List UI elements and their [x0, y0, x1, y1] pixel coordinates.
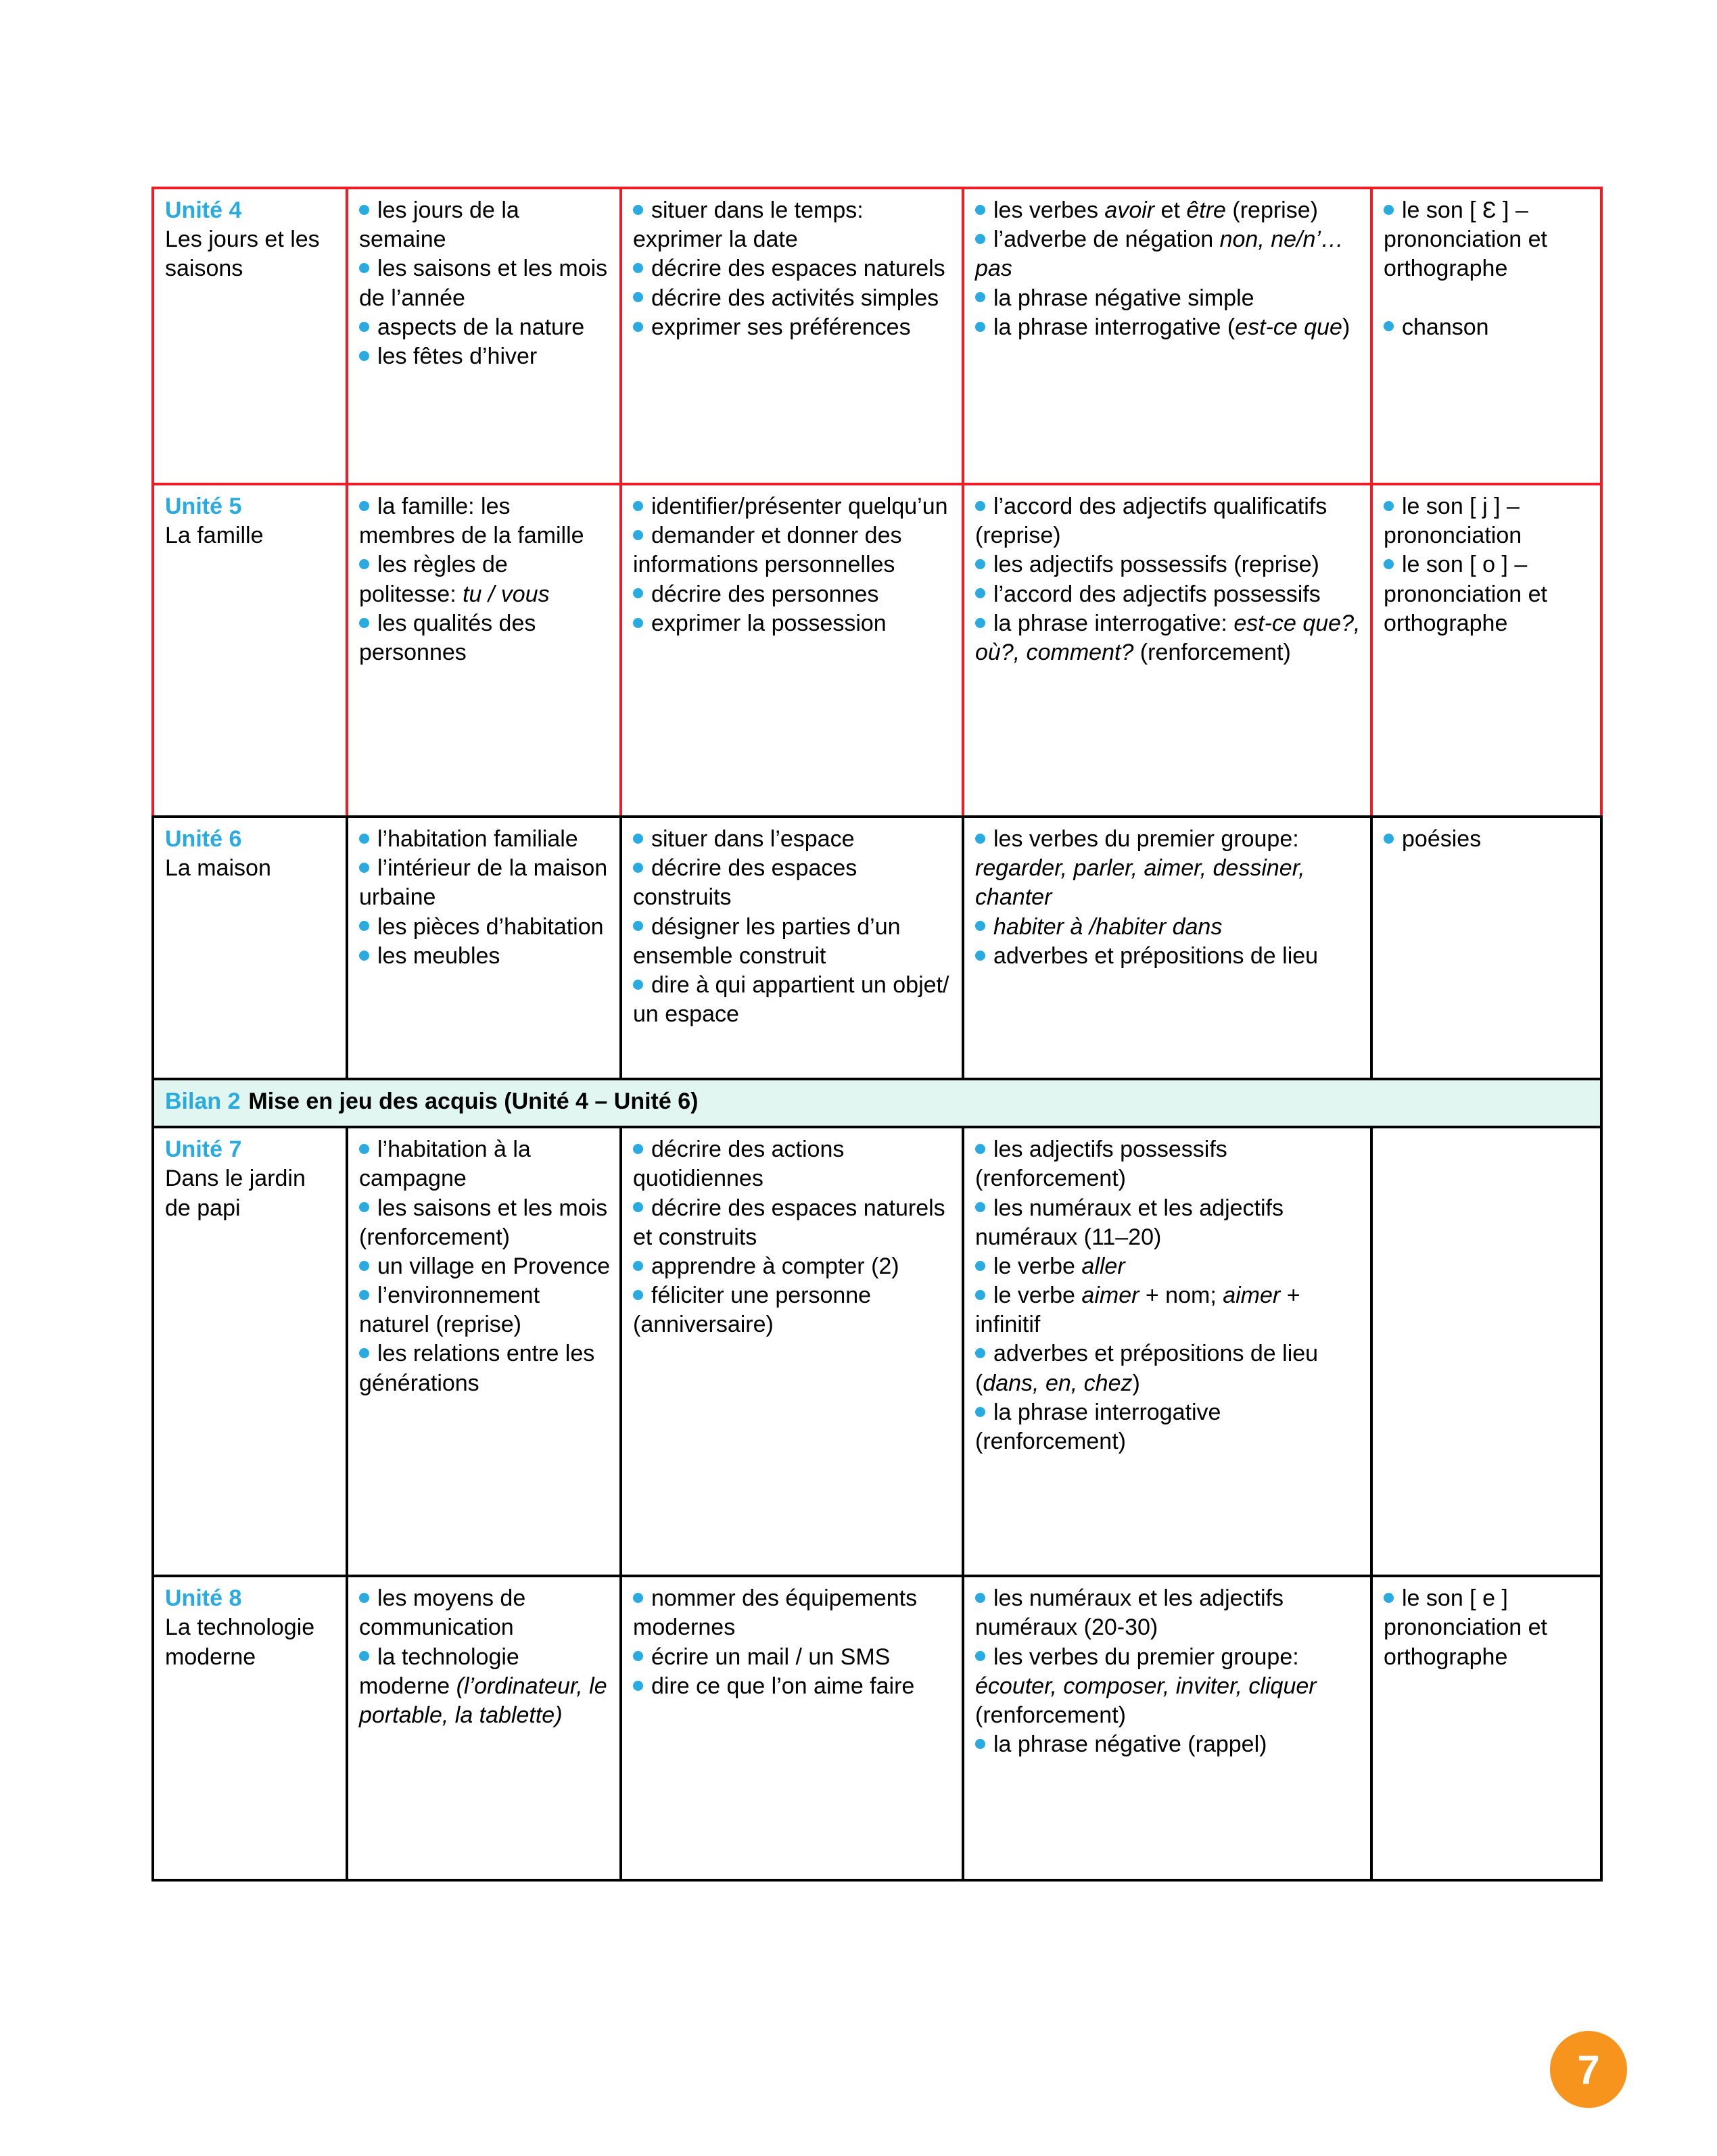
bullet-icon [975, 322, 985, 332]
bullet-item [975, 1194, 1361, 1252]
bullet-text: décrire des espaces naturels et construits [633, 1195, 945, 1250]
bullet-icon [1384, 834, 1394, 844]
bullet-icon [1384, 205, 1394, 215]
bullet-icon [975, 501, 985, 511]
bullet-item [359, 1194, 610, 1252]
bullet-item [633, 1194, 952, 1252]
bullet-item [633, 580, 952, 609]
bullet-item [633, 609, 952, 638]
bullet-icon [633, 1202, 643, 1212]
bullet-item [359, 1252, 610, 1281]
bullet-icon [975, 205, 985, 215]
bullet-text: exprimer ses préférences [651, 314, 911, 340]
bullet-item [975, 1281, 1361, 1339]
bullet-item [975, 196, 1361, 225]
grammar-cell [963, 484, 1371, 817]
bullet-item [975, 825, 1361, 913]
bullet-item [633, 313, 952, 342]
bullet-text: les verbes du premier groupe: écouter, composer, inviter, cliquer (renforcement) [975, 1644, 1317, 1728]
bullet-item [975, 1643, 1361, 1731]
bilan-text: Mise en jeu des acquis (Unité 4 – Unité 6) [248, 1088, 699, 1114]
bullet-text: les fêtes d’hiver [377, 343, 538, 369]
curriculum-table [151, 187, 1600, 1882]
bullet-item [633, 254, 952, 283]
bullet-icon [359, 834, 369, 844]
bullet-item [633, 1643, 952, 1672]
bullet-text: désigner les parties d’un ensemble construit [633, 913, 901, 969]
bullet-item [1384, 313, 1591, 342]
table-row [153, 188, 1601, 484]
bullet-text: féliciter une personne (anniversaire) [633, 1283, 872, 1338]
bullet-text: apprendre à compter (2) [651, 1253, 899, 1279]
bullet-item [633, 1135, 952, 1193]
bullet-text: le verbe aimer + nom; aimer + infinitif [975, 1283, 1300, 1338]
bullet-text: l’habitation à la campagne [359, 1136, 531, 1192]
grammar-cell [963, 188, 1371, 484]
bullet-text: dire à qui appartient un objet/ un espace [633, 972, 949, 1028]
bullet-item [1384, 825, 1591, 854]
bullet-item [633, 284, 952, 313]
communication-cell [621, 817, 963, 1079]
bullet-text: les adjectifs possessifs (renforcement) [975, 1136, 1227, 1192]
unit-title: Dans le jardin de papi [165, 1166, 306, 1221]
bullet-icon [975, 834, 985, 844]
bullet-text: les moyens de communication [359, 1585, 526, 1641]
bullet-item [359, 1643, 610, 1731]
bullet-text: les pièces d’habitation [377, 913, 604, 940]
bullet-text: les numéraux et les adjectifs numéraux (20-30) [975, 1585, 1284, 1641]
bullet-item [975, 609, 1361, 667]
bullet-text: dire ce que l’on aime faire [651, 1673, 915, 1699]
bullet-icon [975, 1348, 985, 1358]
bullet-text: les relations entre les générations [359, 1341, 595, 1396]
bullet-icon [633, 834, 643, 844]
bullet-icon [633, 322, 643, 332]
bullet-icon [359, 1290, 369, 1300]
bullet-text: les jours de la semaine [359, 197, 519, 253]
bullet-item [359, 492, 610, 550]
bullet-item [359, 342, 610, 371]
vocabulary-cell [347, 817, 621, 1079]
bullet-text: l’intérieur de la maison urbaine [359, 855, 608, 911]
bullet-icon [633, 1261, 643, 1271]
unit-cell [153, 817, 347, 1079]
bullet-icon [633, 1681, 643, 1691]
units-6-8-table [151, 815, 1603, 1882]
bullet-icon [633, 921, 643, 931]
communication-cell [621, 484, 963, 817]
bullet-item [359, 550, 610, 608]
bullet-text: décrire des personnes [651, 581, 879, 607]
bullet-icon [633, 863, 643, 873]
bullet-item [975, 1584, 1361, 1642]
bullet-icon [975, 1593, 985, 1603]
bullet-text: la famille: les membres de la famille [359, 494, 584, 549]
page-number: 7 [1577, 2046, 1600, 2092]
bullet-item [359, 1339, 610, 1397]
bullet-item [359, 1584, 610, 1642]
bullet-item [975, 1339, 1361, 1397]
bullet-item [975, 550, 1361, 579]
bullet-text: situer dans l’espace [651, 826, 855, 852]
bullet-icon [359, 1348, 369, 1358]
bullet-text: les saisons et les mois de l’année [359, 256, 608, 311]
bullet-text: décrire des espaces naturels [651, 256, 945, 282]
bullet-text: les règles de politesse: tu / vous [359, 552, 550, 607]
bullet-icon [633, 263, 643, 273]
bullet-icon [359, 951, 369, 961]
bullet-item [359, 1281, 610, 1339]
bullet-item [633, 1252, 952, 1281]
bullet-text: les verbes du premier groupe: regarder, parler, aimer, dessiner, chanter [975, 826, 1305, 911]
bullet-item [633, 196, 952, 254]
bullet-item [633, 1281, 952, 1339]
table-row [153, 484, 1601, 817]
bullet-item [359, 825, 610, 854]
bullet-text: le son [ j ] – prononciation [1384, 494, 1522, 549]
bullet-text: écrire un mail / un SMS [651, 1644, 891, 1670]
bullet-icon [975, 951, 985, 961]
bullet-icon [359, 1202, 369, 1212]
bullet-item [975, 1252, 1361, 1281]
bullet-text: habiter à /habiter dans [993, 913, 1223, 940]
vocabulary-cell [347, 1127, 621, 1576]
communication-cell [621, 1127, 963, 1576]
bullet-text: nommer des équipements modernes [633, 1585, 918, 1641]
bullet-item [975, 1398, 1361, 1456]
unit-number: Unité 6 [165, 826, 242, 852]
unit-number: Unité 5 [165, 494, 242, 519]
unit-cell [153, 484, 347, 817]
phonetics-cell [1371, 188, 1601, 484]
bullet-text: l’environnement naturel (reprise) [359, 1283, 540, 1338]
bullet-text: l’accord des adjectifs possessifs [993, 581, 1321, 607]
table-row [153, 1576, 1601, 1880]
bullet-icon [975, 1261, 985, 1271]
spacer [1384, 284, 1591, 313]
bullet-icon [359, 618, 369, 628]
bullet-icon [359, 351, 369, 361]
bullet-text: décrire des activités simples [651, 285, 939, 311]
bullet-text: adverbes et prépositions de lieu [993, 942, 1319, 969]
bullet-item [359, 854, 610, 912]
units-6-8-body [153, 817, 1601, 1880]
bullet-icon [633, 1651, 643, 1661]
bullet-item [633, 492, 952, 521]
bullet-icon [975, 1144, 985, 1154]
bullet-item [975, 942, 1361, 971]
bullet-item [975, 913, 1361, 942]
bullet-item [359, 254, 610, 312]
bullet-item [975, 580, 1361, 609]
bullet-icon [633, 205, 643, 215]
unit-number: Unité 8 [165, 1585, 242, 1612]
bilan-cell [153, 1079, 1601, 1127]
bullet-text: chanson [1402, 314, 1489, 340]
bullet-icon [359, 322, 369, 332]
table-row [153, 1127, 1601, 1576]
bullet-text: la phrase négative simple [993, 285, 1254, 311]
grammar-cell [963, 1127, 1371, 1576]
bullet-text: le son [ Ɛ ] – prononciation et orthographe [1384, 197, 1547, 282]
bullet-item [1384, 1584, 1591, 1672]
bullet-text: adverbes et prépositions de lieu (dans, en, chez) [975, 1341, 1319, 1396]
bullet-text: le son [ o ] – prononciation et orthographe [1384, 552, 1547, 636]
bullet-icon [975, 559, 985, 569]
vocabulary-cell [347, 1576, 621, 1880]
bullet-item [975, 492, 1361, 550]
bullet-icon [975, 1202, 985, 1212]
bullet-text: poésies [1402, 826, 1482, 852]
bullet-text: la phrase interrogative: est-ce que?, où?, comment? (renforcement) [975, 610, 1361, 665]
bullet-text: la phrase interrogative (est-ce que) [993, 314, 1350, 340]
phonetics-cell [1371, 484, 1601, 817]
bullet-icon [633, 980, 643, 990]
communication-cell [621, 188, 963, 484]
bullet-text: l’accord des adjectifs qualificatifs (reprise) [975, 494, 1327, 549]
bullet-text: les qualités des personnes [359, 610, 536, 665]
grammar-cell [963, 1576, 1371, 1880]
bullet-item [633, 971, 952, 1029]
bullet-icon [975, 1739, 985, 1749]
vocabulary-cell [347, 484, 621, 817]
bullet-icon [359, 921, 369, 931]
bullet-item [633, 913, 952, 971]
unit-cell [153, 1576, 347, 1880]
unit-number: Unité 7 [165, 1136, 242, 1163]
unit-title: La maison [165, 855, 271, 882]
bullet-item [1384, 492, 1591, 550]
phonetics-cell [1371, 817, 1601, 1079]
bullet-icon [633, 292, 643, 302]
bullet-icon [975, 1651, 985, 1661]
bullet-item [359, 1135, 610, 1193]
bullet-item [633, 854, 952, 912]
bullet-icon [359, 1144, 369, 1154]
bullet-item [1384, 196, 1591, 284]
bullet-text: demander et donner des informations personnelles [633, 523, 902, 578]
bullet-item [359, 196, 610, 254]
bullet-item [633, 521, 952, 579]
bullet-icon [975, 1290, 985, 1300]
bullet-item [975, 225, 1361, 283]
unit-title: Les jours et les saisons [165, 226, 320, 282]
bilan-row [153, 1079, 1601, 1127]
bullet-item [975, 313, 1361, 342]
bullet-text: les saisons et les mois (renforcement) [359, 1195, 608, 1250]
bullet-item [359, 313, 610, 342]
bullet-text: la phrase interrogative (renforcement) [975, 1399, 1221, 1454]
bullet-item [359, 609, 610, 667]
phonetics-cell [1371, 1576, 1601, 1880]
bullet-icon [975, 618, 985, 628]
bullet-text: la phrase négative (rappel) [993, 1731, 1267, 1758]
bullet-icon [359, 863, 369, 873]
bullet-item [1384, 550, 1591, 638]
bullet-item [633, 1584, 952, 1642]
bullet-item [633, 825, 952, 854]
table-row [153, 817, 1601, 1079]
bullet-text: les adjectifs possessifs (reprise) [993, 552, 1319, 578]
bullet-icon [633, 588, 643, 598]
bullet-icon [359, 1593, 369, 1603]
bullet-item [975, 284, 1361, 313]
grammar-cell [963, 817, 1371, 1079]
bullet-text: l’adverbe de négation non, ne/n’… pas [975, 226, 1344, 282]
bullet-text: l’habitation familiale [377, 826, 578, 852]
bullet-item [633, 1672, 952, 1701]
unit-cell [153, 188, 347, 484]
bullet-text: le verbe aller [993, 1253, 1125, 1279]
bullet-icon [633, 618, 643, 628]
bullet-icon [359, 205, 369, 215]
page-number-badge [1550, 2031, 1627, 2108]
bullet-icon [1384, 1593, 1394, 1603]
bullet-icon [1384, 321, 1394, 331]
vocabulary-cell [347, 188, 621, 484]
bullet-icon [633, 1144, 643, 1154]
bullet-icon [1384, 501, 1394, 511]
bullet-icon [975, 921, 985, 931]
bilan-label: Bilan 2 [165, 1088, 241, 1114]
bullet-text: décrire des espaces construits [633, 855, 857, 911]
bullet-text: un village en Provence [377, 1253, 611, 1279]
bullet-text: le son [ e ] prononciation et orthographe [1384, 1585, 1547, 1670]
bullet-item [359, 913, 610, 942]
bullet-text: situer dans le temps: exprimer la date [633, 197, 864, 253]
phonetics-cell [1371, 1127, 1601, 1576]
bullet-icon [975, 292, 985, 302]
bullet-icon [975, 234, 985, 244]
bullet-icon [633, 1290, 643, 1300]
bullet-icon [633, 1593, 643, 1603]
bullet-icon [359, 263, 369, 273]
bullet-item [359, 942, 610, 971]
bullet-text: les numéraux et les adjectifs numéraux (11–20) [975, 1195, 1284, 1250]
units-4-5-table [151, 187, 1603, 818]
bullet-text: les verbes avoir et être (reprise) [993, 197, 1318, 223]
unit-number: Unité 4 [165, 197, 242, 223]
bullet-icon [633, 501, 643, 511]
bullet-icon [359, 1261, 369, 1271]
bullet-icon [359, 559, 369, 569]
bullet-icon [975, 588, 985, 598]
bullet-text: aspects de la nature [377, 314, 585, 340]
bullet-icon [359, 1651, 369, 1661]
bullet-icon [633, 530, 643, 540]
unit-title: La technologie moderne [165, 1614, 315, 1670]
bullet-text: identifier/présenter quelqu’un [651, 494, 948, 519]
bullet-text: exprimer la possession [651, 610, 887, 636]
bullet-item [975, 1135, 1361, 1193]
bullet-text: décrire des actions quotidiennes [633, 1136, 845, 1192]
bullet-icon [975, 1407, 985, 1417]
bullet-icon [1384, 559, 1394, 569]
unit-cell [153, 1127, 347, 1576]
unit-title: La famille [165, 523, 264, 549]
bullet-item [975, 1730, 1361, 1759]
units-4-5-body [153, 188, 1601, 817]
bullet-text: la technologie moderne (l’ordinateur, le portable, la tablette) [359, 1644, 607, 1728]
bullet-icon [359, 501, 369, 511]
bullet-text: les meubles [377, 942, 500, 969]
communication-cell [621, 1576, 963, 1880]
